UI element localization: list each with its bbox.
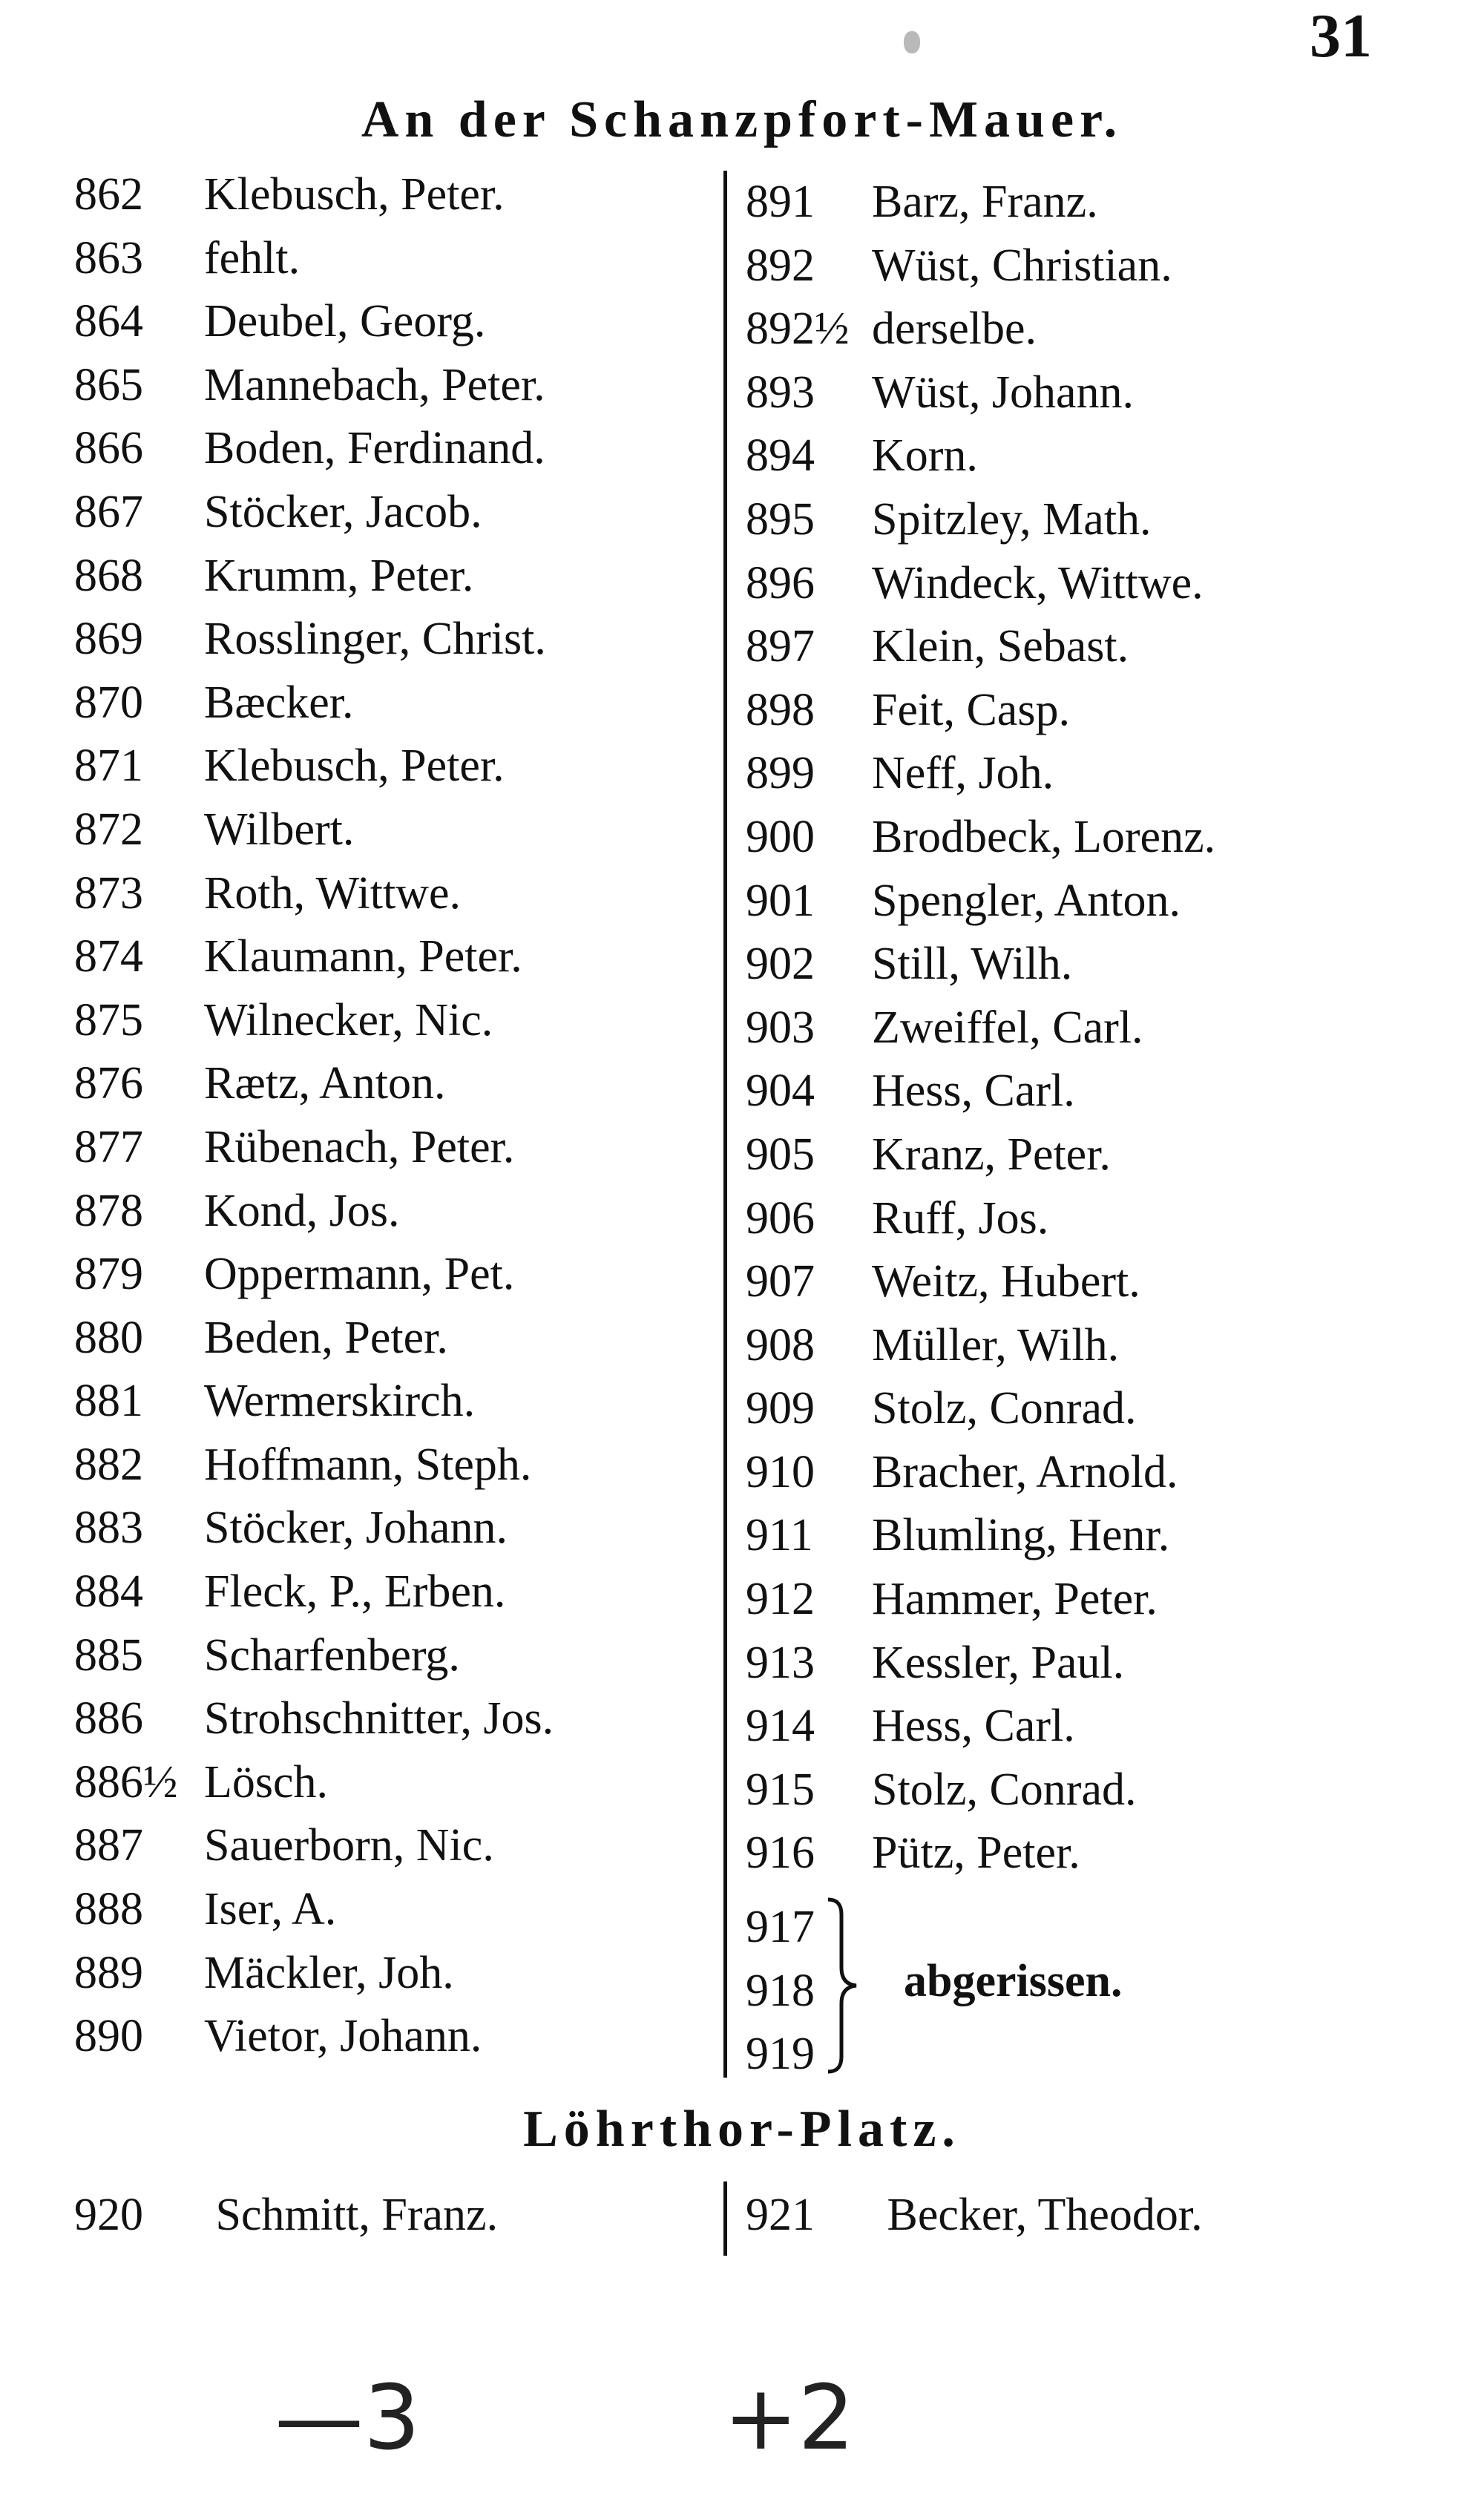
house-number: 896 — [746, 557, 815, 608]
right-column — [746, 171, 1215, 1885]
list-item — [746, 742, 1215, 806]
list-item — [746, 234, 1215, 298]
house-number: 893 — [746, 367, 815, 418]
resident-name: Stöcker, Jacob. — [204, 486, 482, 537]
house-number: 902 — [746, 939, 815, 990]
list-item — [74, 672, 554, 735]
house-number: 884 — [74, 1566, 143, 1618]
house-number: 894 — [746, 430, 815, 482]
resident-name: Fleck, P., Erben. — [204, 1566, 506, 1618]
list-item — [746, 552, 1215, 616]
house-number: 892½ — [746, 303, 850, 355]
house-number: 921 — [746, 2190, 815, 2240]
list-item — [746, 1960, 835, 2023]
resident-name: Sauerborn, Nic. — [204, 1820, 494, 1871]
resident-name: Vietor, Johann. — [204, 2011, 482, 2062]
house-number: 878 — [74, 1185, 143, 1236]
house-number: 883 — [74, 1503, 143, 1554]
resident-name: Stöcker, Johann. — [204, 1503, 508, 1554]
house-number: 901 — [746, 875, 815, 926]
resident-name: Boden, Ferdinand. — [204, 423, 545, 474]
resident-name: Rosslinger, Christ. — [204, 614, 546, 665]
list-item — [74, 2189, 498, 2242]
list-item — [746, 1822, 1215, 1885]
bracket-group — [746, 1896, 835, 2087]
resident-name: Hammer, Peter. — [872, 1574, 1158, 1625]
resident-name: Scharfenberg. — [204, 1629, 460, 1681]
resident-name: Barz, Franz. — [872, 177, 1098, 227]
house-number: 885 — [74, 1629, 143, 1681]
house-number: 872 — [74, 804, 143, 855]
list-item — [74, 862, 554, 926]
list-item — [74, 354, 554, 418]
house-number: 919 — [746, 2029, 815, 2080]
list-item — [74, 1624, 554, 1688]
resident-name: Blumling, Henr. — [872, 1510, 1170, 1561]
resident-name: Rübenach, Peter. — [204, 1121, 515, 1172]
list-item — [746, 1314, 1215, 1378]
handwritten-note: —3 — [275, 2367, 421, 2470]
resident-name: Brodbeck, Lorenz. — [872, 811, 1216, 862]
list-item — [746, 1759, 1215, 1822]
resident-name: Windeck, Wittwe. — [872, 557, 1204, 608]
resident-name: fehlt. — [204, 232, 301, 283]
house-number: 865 — [74, 359, 143, 410]
list-item — [74, 227, 554, 291]
list-item — [746, 171, 1215, 234]
resident-name: Oppermann, Pet. — [204, 1249, 515, 1300]
resident-name: Spitzley, Math. — [872, 493, 1152, 545]
list-item — [746, 1123, 1215, 1187]
bracket-label: abgerissen. — [904, 1956, 1123, 2006]
house-number: 881 — [74, 1376, 143, 1427]
resident-name: Kranz, Peter. — [872, 1129, 1111, 1180]
list-item — [74, 545, 554, 608]
resident-name: Zweiffel, Carl. — [872, 1002, 1143, 1053]
resident-name: Feit, Casp. — [872, 684, 1070, 735]
house-number: 899 — [746, 748, 815, 799]
list-item — [74, 1052, 554, 1116]
resident-name: Kond, Jos. — [204, 1185, 400, 1236]
column-divider — [723, 171, 727, 2078]
house-number: 900 — [746, 811, 815, 862]
house-number: 886 — [74, 1693, 143, 1744]
house-number: 877 — [74, 1121, 143, 1172]
resident-name: Deubel, Georg. — [204, 296, 486, 347]
house-number: 876 — [74, 1058, 143, 1109]
list-item — [746, 933, 1215, 997]
house-number: 888 — [74, 1884, 143, 1935]
list-item — [74, 1751, 554, 1815]
house-number: 874 — [74, 931, 143, 982]
house-number: 891 — [746, 177, 815, 227]
list-item — [74, 1814, 554, 1878]
resident-name: Wermerskirch. — [204, 1376, 476, 1427]
list-item — [74, 989, 554, 1053]
list-item — [746, 1377, 1215, 1441]
resident-name: Klebusch, Peter. — [204, 169, 505, 220]
list-item — [74, 163, 554, 227]
resident-name: Lösch. — [204, 1756, 329, 1808]
resident-name: Pütz, Peter. — [872, 1828, 1080, 1879]
resident-name: Wilbert. — [204, 804, 355, 855]
house-number: 867 — [74, 486, 143, 537]
list-item — [74, 925, 554, 989]
house-number: 882 — [74, 1439, 143, 1490]
list-item — [746, 1896, 835, 1960]
resident-name: Mannebach, Peter. — [204, 359, 545, 410]
list-item — [74, 608, 554, 672]
list-item — [74, 1243, 554, 1307]
house-number: 918 — [746, 1965, 815, 2016]
house-number: 895 — [746, 493, 815, 545]
house-number: 914 — [746, 1701, 815, 1752]
house-number: 887 — [74, 1820, 143, 1871]
list-item — [74, 1370, 554, 1434]
list-item — [746, 1568, 1215, 1632]
list-item — [74, 1878, 554, 1942]
list-item — [74, 2005, 554, 2069]
house-number: 880 — [74, 1312, 143, 1363]
house-number: 864 — [74, 296, 143, 347]
resident-name: Hoffmann, Steph. — [204, 1439, 532, 1490]
resident-name: Roth, Wittwe. — [204, 867, 461, 919]
list-item — [74, 1497, 554, 1560]
house-number: 910 — [746, 1446, 815, 1497]
column-divider — [723, 2181, 727, 2256]
list-item — [74, 290, 554, 354]
house-number: 890 — [74, 2011, 143, 2062]
house-number: 906 — [746, 1192, 815, 1244]
resident-name: Klebusch, Peter. — [204, 741, 505, 792]
resident-name: Wüst, Christian. — [872, 240, 1172, 291]
resident-name: Iser, A. — [204, 1884, 337, 1935]
house-number: 909 — [746, 1383, 815, 1434]
house-number: 870 — [74, 677, 143, 728]
house-number: 862 — [74, 169, 143, 220]
house-number: 917 — [746, 1902, 815, 1952]
list-item — [74, 417, 554, 481]
house-number: 907 — [746, 1256, 815, 1307]
list-item — [746, 1504, 1215, 1568]
resident-name: Stolz, Conrad. — [872, 1383, 1137, 1434]
resident-name: Rætz, Anton. — [204, 1058, 446, 1109]
section-heading: Löhrthor-Platz. — [523, 2101, 961, 2158]
resident-name: Neff, Joh. — [872, 748, 1054, 799]
resident-name: Hess, Carl. — [872, 1066, 1075, 1117]
list-item — [746, 298, 1215, 361]
list-item — [746, 806, 1215, 870]
resident-name: Korn. — [872, 430, 978, 482]
house-number: 869 — [74, 614, 143, 665]
handwritten-note: +2 — [723, 2367, 855, 2470]
resident-name: Beden, Peter. — [204, 1312, 448, 1363]
house-number: 916 — [746, 1828, 815, 1879]
resident-name: Mäckler, Joh. — [204, 1947, 454, 1998]
resident-name: Stolz, Conrad. — [872, 1764, 1137, 1815]
resident-name: Wüst, Johann. — [872, 367, 1135, 418]
house-number: 904 — [746, 1066, 815, 1117]
house-number: 912 — [746, 1574, 815, 1625]
house-number: 873 — [74, 867, 143, 919]
house-number: 863 — [74, 232, 143, 283]
resident-name: Strohschnitter, Jos. — [204, 1693, 554, 1744]
house-number: 905 — [746, 1129, 815, 1180]
house-number: 897 — [746, 621, 815, 672]
resident-name: Schmitt, Franz. — [215, 2190, 499, 2240]
section-heading: An der Schanzpfort-Mauer. — [361, 91, 1123, 148]
resident-name: Ruff, Jos. — [872, 1192, 1049, 1244]
page-number: 31 — [1310, 1, 1372, 70]
curly-brace-icon — [825, 1897, 859, 2075]
resident-name: Spengler, Anton. — [872, 875, 1181, 926]
house-number: 920 — [74, 2190, 143, 2240]
list-item — [746, 997, 1215, 1060]
list-item — [746, 361, 1215, 425]
list-item — [746, 488, 1215, 552]
house-number: 908 — [746, 1319, 815, 1370]
list-item — [746, 1441, 1215, 1505]
resident-name: Hess, Carl. — [872, 1701, 1075, 1752]
left-column — [74, 163, 554, 2069]
resident-name: Kessler, Paul. — [872, 1637, 1125, 1688]
ink-mark — [904, 31, 920, 53]
house-number: 903 — [746, 1002, 815, 1053]
resident-name: Wilnecker, Nic. — [204, 994, 493, 1045]
house-number: 911 — [746, 1510, 813, 1561]
resident-name: Becker, Theodor. — [887, 2190, 1203, 2240]
resident-name: Klaumann, Peter. — [204, 931, 522, 982]
list-item — [74, 1307, 554, 1370]
house-number: 886½ — [74, 1756, 178, 1808]
list-item — [746, 1060, 1215, 1123]
list-item — [746, 1187, 1215, 1251]
house-number: 913 — [746, 1637, 815, 1688]
house-number: 866 — [74, 423, 143, 474]
list-item — [746, 1250, 1215, 1314]
list-item — [74, 735, 554, 798]
resident-name: Bracher, Arnold. — [872, 1446, 1178, 1497]
house-number: 868 — [74, 550, 143, 601]
list-item — [74, 1942, 554, 2006]
resident-name: Bæcker. — [204, 677, 354, 728]
list-item — [74, 1687, 554, 1751]
house-number: 889 — [74, 1947, 143, 1998]
list-item — [746, 615, 1215, 679]
list-item — [746, 424, 1215, 488]
house-number: 898 — [746, 684, 815, 735]
house-number: 871 — [74, 741, 143, 792]
list-item — [746, 870, 1215, 933]
list-item — [74, 1434, 554, 1497]
list-item — [74, 1116, 554, 1180]
list-item — [746, 2189, 1203, 2242]
list-item — [746, 2023, 835, 2087]
resident-name: Klein, Sebast. — [872, 621, 1129, 672]
house-number: 875 — [74, 994, 143, 1045]
resident-name: Still, Wilh. — [872, 939, 1073, 990]
list-item — [746, 679, 1215, 743]
house-number: 892 — [746, 240, 815, 291]
list-item — [746, 1632, 1215, 1695]
resident-name: Müller, Wilh. — [872, 1319, 1120, 1370]
list-item — [74, 1560, 554, 1624]
resident-name: derselbe. — [872, 303, 1037, 355]
resident-name: Krumm, Peter. — [204, 550, 474, 601]
resident-name: Weitz, Hubert. — [872, 1256, 1140, 1307]
list-item — [74, 798, 554, 862]
list-item — [74, 481, 554, 545]
house-number: 915 — [746, 1764, 815, 1815]
list-item — [74, 1180, 554, 1244]
list-item — [746, 1695, 1215, 1759]
house-number: 879 — [74, 1249, 143, 1300]
